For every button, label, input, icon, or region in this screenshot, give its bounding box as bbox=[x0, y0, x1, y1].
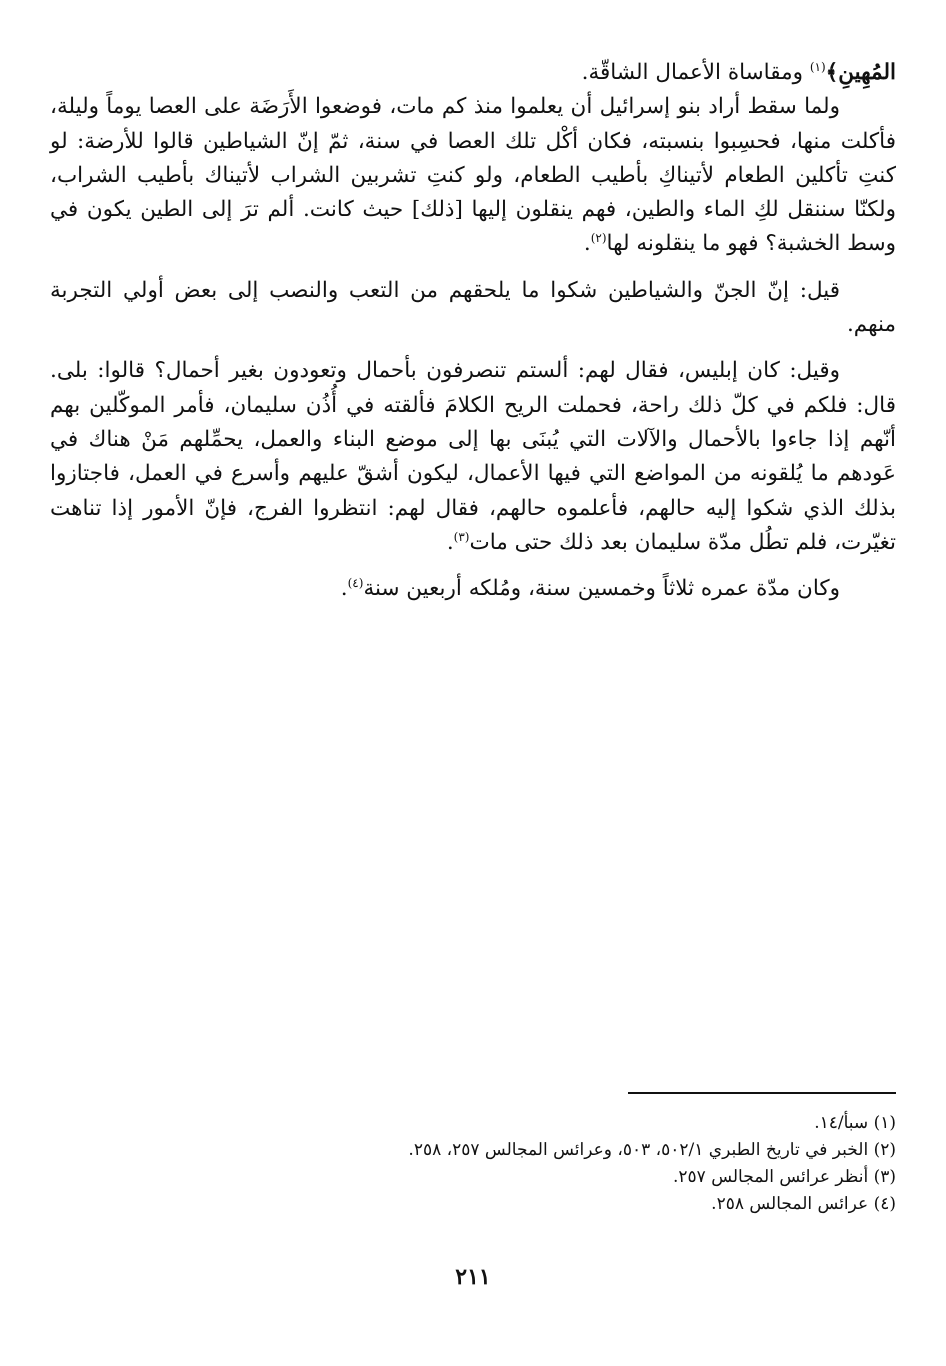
footnote-ref-2: (٢) bbox=[590, 231, 607, 246]
paragraph-lifespan-end: . bbox=[340, 576, 348, 602]
paragraph-jinn-complaint bbox=[50, 274, 896, 343]
paragraph-lifespan bbox=[50, 572, 896, 606]
paragraph-iblis bbox=[50, 354, 896, 560]
paragraph-continuation bbox=[50, 56, 896, 90]
footnotes bbox=[50, 1110, 896, 1218]
footnote-divider bbox=[628, 1092, 896, 1094]
paragraph-termites bbox=[50, 90, 896, 261]
paragraph-lifespan-text: وكان مدّة عمره ثلاثاً وخمسين سنة، ومُلكه أربعين سنة bbox=[363, 576, 840, 602]
footnote-4: (٤) عرائس المجالس ٢٥٨. bbox=[711, 1194, 896, 1214]
footnote-2: (٢) الخبر في تاريخ الطبري ٥٠٢/١، ٥٠٣، وعرائس المجالس ٢٥٧، ٢٥٨. bbox=[408, 1140, 896, 1160]
footnote-3: (٣) أنظر عرائس المجالس ٢٥٧. bbox=[672, 1167, 896, 1187]
footnote-1: (١) سبأ/١٤. bbox=[814, 1113, 896, 1133]
paragraph-termites-text: ولما سقط أراد بنو إسرائيل أن يعلموا منذ كم مات، فوضعوا الأَرَضَة على العصا يوماً وليلة، فأكلت منها، فحسِبوا بنسبته، فكان أكْل تلك العصا في سنة، ثمّ إنّ الشياطين قالوا للأرضة: لو كنتِ تأكلين الطعام لأتيناكِ بأطيب الطعام، ولو كنتِ تشربين الشراب لأتيناك بأطيب الشراب، ولكنّا سننقل لكِ الماء والطين، فهم ينقلون إليها [ذلك] حيث كانت. ألم ترَ إلى الطين يكون في وسط الخشبة؟ فهو ما ينقلونه لها bbox=[50, 94, 896, 257]
footnote-ref-4: (٤) bbox=[347, 576, 364, 590]
paragraph-continuation-text: ومقاساة الأعمال الشاقّة. bbox=[581, 60, 810, 85]
footnote-ref-3: (٣) bbox=[453, 529, 470, 544]
page-number: ٢١١ bbox=[455, 1264, 491, 1290]
paragraph-jinn-complaint-text: قيل: إنّ الجنّ والشياطين شكوا ما يلحقهم من التعب والنصب إلى بعض أولي التجربة منهم. bbox=[50, 277, 896, 338]
paragraph-termites-end: . bbox=[583, 231, 591, 257]
paragraph-iblis-end: . bbox=[446, 529, 454, 555]
quran-verse-end: المُهِينِ﴾ bbox=[825, 60, 896, 85]
main-text bbox=[50, 56, 896, 606]
footnote-ref-1: (١) bbox=[809, 59, 826, 74]
paragraph-iblis-text: وقيل: كان إبليس، فقال لهم: ألستم تنصرفون بأحمال وتعودون بغير أحمال؟ قالوا: بلى. قال: فلكم في كلّ ذلك راحة، فحملت الريح الكلامَ فألقته في أُذُن سليمان، فأمر الموكّلين بهم أنّهم إذا جاءوا بالأحمال والآلات التي يُبنَى بها إلى موضع البناء والعمل، يحمِّلهم مَنْ هناك في عَودهم ما يُلقونه من المواضع التي فيها الأعمال، ليكون أشقّ عليهم وأسرع في العمل، فاجتازوا بذلك الذي شكوا إليه حالهم، فأعلموه حالهم، فقال لهم: انتظروا الفرج، فإنّ الأمور إذا تناهت تغيّرت، فلم تطُل مدّة سليمان بعد ذلك حتى مات bbox=[50, 358, 896, 555]
